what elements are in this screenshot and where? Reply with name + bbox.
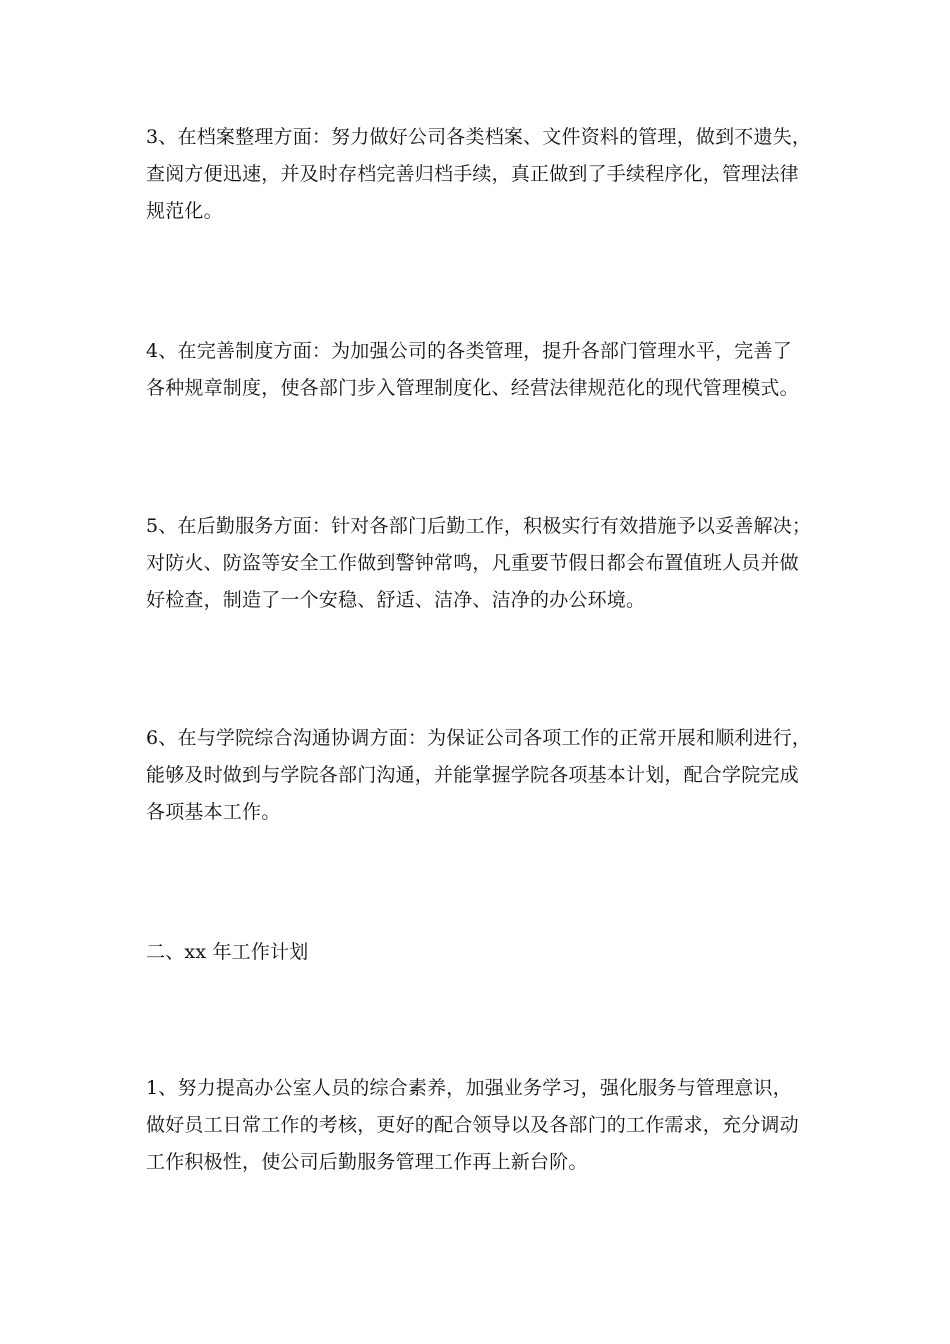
- paragraph-line: 查阅方便迅速，并及时存档完善归档手续，真正做到了手续程序化，管理法律: [146, 163, 799, 185]
- section-heading-work-plan: [146, 934, 810, 971]
- paragraph-line: 对防火、防盗等安全工作做到警钟常鸣，凡重要节假日都会布置值班人员并做: [146, 552, 799, 574]
- paragraph-line: 规范化。: [146, 200, 223, 222]
- paragraph-archive-management: [146, 119, 810, 230]
- paragraph-line: 做好员工日常工作的考核，更好的配合领导以及各部门的工作需求，充分调动: [146, 1114, 799, 1136]
- section-heading-text: 二、xx 年工作计划: [146, 941, 309, 963]
- paragraph-system-improvement: [146, 333, 810, 407]
- paragraph-line: 1、努力提高办公室人员的综合素养，加强业务学习，强化服务与管理意识，: [146, 1077, 792, 1099]
- paragraph-line: 各种规章制度，使各部门步入管理制度化、经营法律规范化的现代管理模式。: [146, 377, 799, 399]
- paragraph-line: 4、在完善制度方面：为加强公司的各类管理，提升各部门管理水平，完善了: [146, 340, 792, 362]
- paragraph-line: 6、在与学院综合沟通协调方面：为保证公司各项工作的正常开展和顺利进行，: [146, 727, 812, 749]
- paragraph-line: 3、在档案整理方面：努力做好公司各类档案、文件资料的管理，做到不遗失，: [146, 126, 812, 148]
- paragraph-line: 能够及时做到与学院各部门沟通，并能掌握学院各项基本计划，配合学院完成: [146, 764, 799, 786]
- paragraph-plan-item-1: [146, 1070, 810, 1181]
- paragraph-line: 好检查，制造了一个安稳、舒适、洁净、洁净的办公环境。: [146, 589, 646, 611]
- paragraph-logistics-service: [146, 508, 810, 619]
- paragraph-line: 工作积极性，使公司后勤服务管理工作再上新台阶。: [146, 1151, 588, 1173]
- paragraph-line: 5、在后勤服务方面：针对各部门后勤工作，积极实行有效措施予以妥善解决；: [146, 515, 812, 537]
- paragraph-college-coordination: [146, 720, 810, 831]
- paragraph-line: 各项基本工作。: [146, 801, 281, 823]
